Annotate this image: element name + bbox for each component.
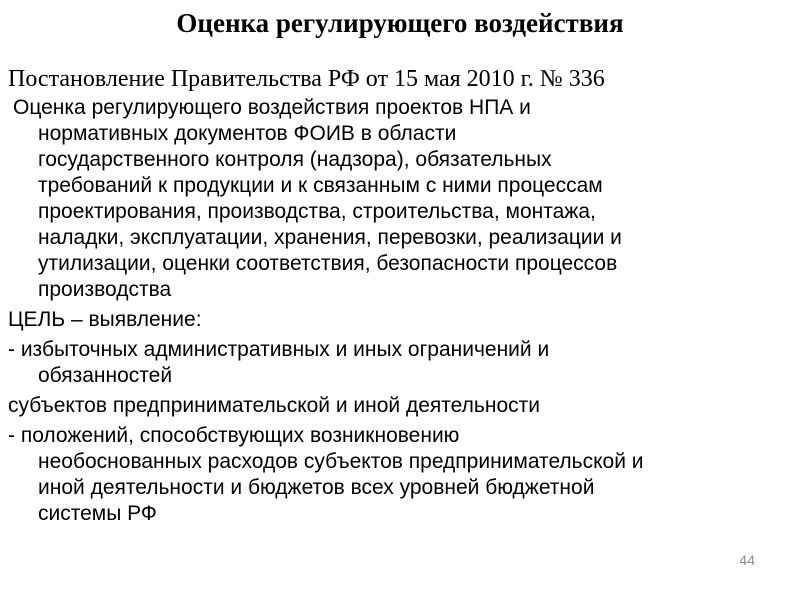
goal-item-line: иной деятельности и бюджетов всех уровней бюджетной — [38, 476, 595, 499]
resolution-reference: Постановление Правительства РФ от 15 мая 2010 г. № 336 — [8, 66, 605, 92]
goal-heading: ЦЕЛЬ – выявление: — [8, 308, 202, 331]
description-line: нормативных документов ФОИВ в области — [38, 122, 457, 145]
goal-item-line: необоснованных расходов субъектов предпринимательской и — [38, 450, 644, 473]
description-line: требований к продукции и к связанным с ними процессам — [38, 174, 603, 197]
goal-item-line: системы РФ — [38, 502, 157, 525]
page-number: 44 — [739, 552, 755, 568]
description-line: наладки, эксплуатации, хранения, перевозки, реализации и — [38, 226, 622, 249]
goal-item-line: - положений, способствующих возникновению — [8, 424, 460, 447]
goal-item-1-continuation: субъектов предпринимательской и иной деятельности — [8, 394, 540, 417]
description-line: Оценка регулирующего воздействия проектов НПА и — [13, 96, 531, 119]
description-paragraph — [8, 95, 794, 303]
description-line: утилизации, оценки соответствия, безопасности процессов — [38, 252, 618, 275]
description-line: проектирования, производства, строительства, монтажа, — [38, 200, 596, 223]
description-line: государственного контроля (надзора), обязательных — [38, 148, 552, 171]
goal-item-line: обязанностей — [38, 364, 173, 387]
goal-item-line: - избыточных административных и иных ограничений и — [8, 338, 550, 361]
slide-body — [8, 66, 794, 527]
goal-item-1 — [8, 337, 794, 389]
goal-item-2 — [8, 423, 794, 527]
description-line: производства — [38, 278, 172, 301]
slide-title: Оценка регулирующего воздействия — [176, 8, 624, 38]
